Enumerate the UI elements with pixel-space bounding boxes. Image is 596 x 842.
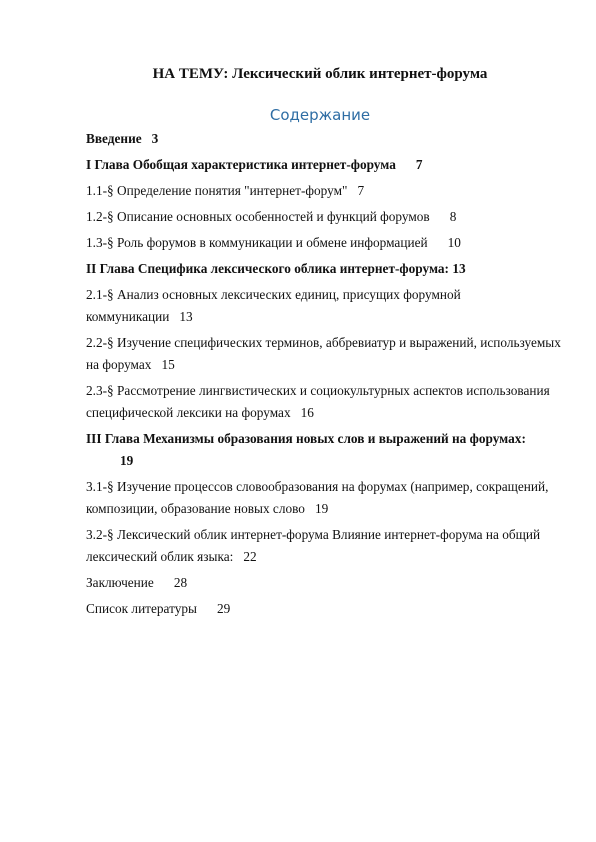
toc-entry-3-1 <box>86 476 566 520</box>
toc-entry-page: 29 <box>216 601 231 616</box>
toc-entry-text: Введение <box>86 131 142 146</box>
toc-entry-page: 10 <box>447 235 461 250</box>
toc-entry-page: 15 <box>161 357 175 372</box>
toc-entry-references <box>86 598 566 620</box>
toc-entry-text: III Глава Механизмы образования новых слов и выражений на форумах: <box>86 431 526 446</box>
toc-entry-chapter-3 <box>86 428 566 472</box>
toc-entry-page: 22 <box>243 549 257 564</box>
toc-entry-text: II Глава Специфика лексического облика интернет-форума: <box>86 261 449 276</box>
toc-heading: Содержание <box>269 106 371 124</box>
toc-entry-page: 28 <box>173 575 188 590</box>
document-title: НА ТЕМУ: Лексический облик интернет-форума <box>152 66 488 82</box>
toc-entry-page: 19 <box>120 453 134 468</box>
toc-entry-text: 2.2-§ Изучение специфических терминов, аббревиатур и выражений, используемых на форумах <box>86 335 561 372</box>
toc-entry-text: Заключение <box>86 575 154 590</box>
toc-entry-2-3 <box>86 380 566 424</box>
toc-entry-page: 19 <box>314 501 329 516</box>
toc-entry-page: 7 <box>357 183 365 198</box>
toc-entry-3-2 <box>86 524 566 568</box>
table-of-contents <box>86 128 566 624</box>
toc-entry-page: 8 <box>449 209 457 224</box>
toc-entry-text: 3.1-§ Изучение процессов словообразования на форумах (например, сокращений, композиции, образование новых слово <box>86 479 549 516</box>
toc-entry-text: Список литературы <box>86 601 197 616</box>
toc-entry-page: 3 <box>151 131 159 146</box>
toc-entry-text: I Глава Обобщая характеристика интернет-форума <box>86 157 396 172</box>
toc-entry-text: 1.2-§ Описание основных особенностей и функций форумов <box>86 209 430 224</box>
toc-entry-1-1 <box>86 180 566 202</box>
toc-entry-conclusion <box>86 572 566 594</box>
toc-entry-chapter-1 <box>86 154 566 176</box>
toc-entry-page: 13 <box>179 309 193 324</box>
toc-entry-text: 1.3-§ Роль форумов в коммуникации и обмене информацией <box>86 235 428 250</box>
toc-entry-page: 16 <box>300 405 314 420</box>
toc-entry-2-1 <box>86 284 566 328</box>
toc-entry-page: 13 <box>452 261 466 276</box>
toc-entry-chapter-2 <box>86 258 566 280</box>
toc-entry-introduction <box>86 128 566 150</box>
toc-entry-page: 7 <box>415 157 423 172</box>
toc-entry-1-3 <box>86 232 566 254</box>
toc-entry-1-2 <box>86 206 566 228</box>
toc-entry-text: 2.1-§ Анализ основных лексических единиц, присущих форумной коммуникации <box>86 287 461 324</box>
toc-entry-text: 3.2-§ Лексический облик интернет-форума Влияние интернет-форума на общий лексический облик языка: <box>86 527 541 564</box>
toc-entry-text: 2.3-§ Рассмотрение лингвистических и социокультурных аспектов использования специфической лексики на форумах <box>86 383 550 420</box>
toc-entry-2-2 <box>86 332 566 376</box>
toc-entry-text: 1.1-§ Определение понятия "интернет-форум" <box>86 183 348 198</box>
